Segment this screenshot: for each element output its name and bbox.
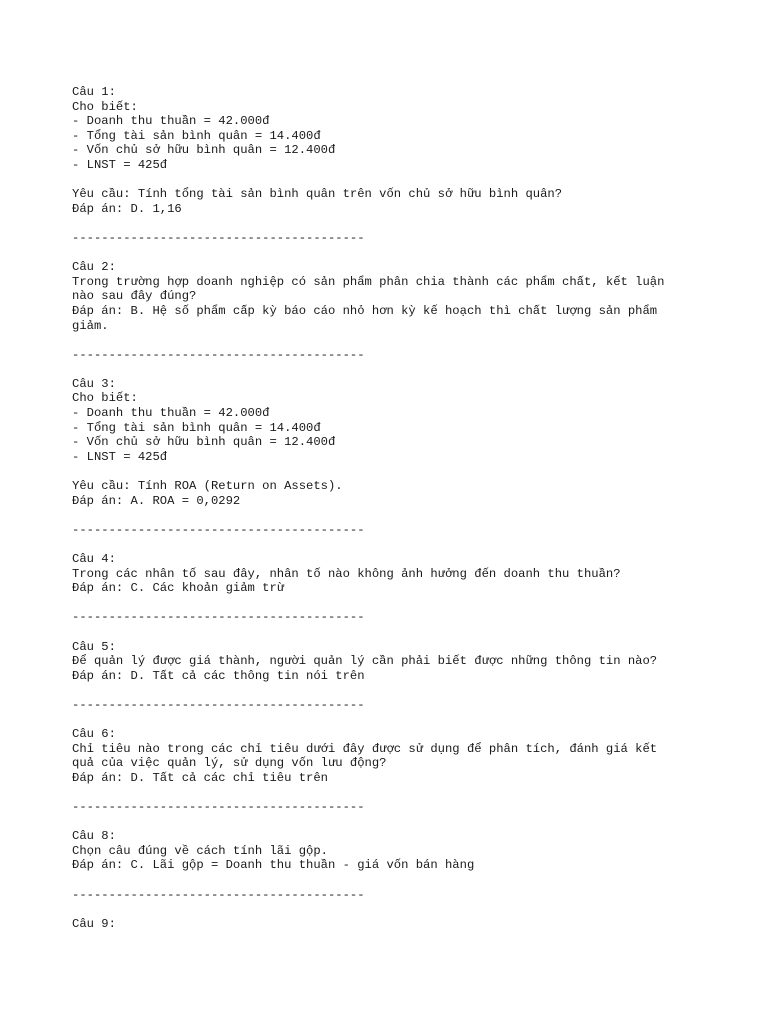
text-line: nào sau đây đúng?	[72, 289, 197, 304]
question-block	[72, 640, 712, 684]
text-line: Đáp án: A. ROA = 0,0292	[72, 493, 241, 508]
text-line: Yêu cầu: Tính ROA (Return on Assets).	[72, 479, 343, 494]
text-line: Để quản lý được giá thành, người quản lý cần phải biết được những thông tin nào?	[72, 654, 658, 669]
separator-line: ----------------------------------------	[72, 887, 365, 902]
text-line: - Doanh thu thuần = 42.000đ	[72, 114, 270, 129]
question-heading: Câu 6:	[72, 727, 116, 742]
text-line: Trong các nhân tố sau đây, nhân tố nào không ảnh hưởng đến doanh thu thuần?	[72, 566, 621, 581]
blank-line	[72, 464, 712, 479]
text-line: Yêu cầu: Tính tổng tài sản bình quân trên vốn chủ sở hữu bình quân?	[72, 187, 563, 202]
separator-line: ----------------------------------------	[72, 610, 365, 625]
text-line: Trong trường hợp doanh nghiệp có sản phẩm phân chia thành các phẩm chất, kết luận	[72, 274, 665, 289]
separator-line: ----------------------------------------	[72, 697, 365, 712]
question-heading: Câu 4:	[72, 552, 116, 566]
text-line: Đáp án: D. Tất cả các thông tin nói trên	[72, 668, 365, 683]
text-line: - Tổng tài sản bình quân = 14.400đ	[72, 420, 321, 435]
question-block	[72, 829, 712, 873]
blank-line	[72, 873, 712, 888]
question-heading: Câu 3:	[72, 376, 116, 391]
separator-line: ----------------------------------------	[72, 522, 365, 537]
separator-line: ----------------------------------------	[72, 347, 365, 362]
question-block	[72, 917, 712, 932]
text-line: - LNST = 425đ	[72, 449, 168, 464]
question-heading: Câu 8:	[72, 829, 116, 844]
question-block	[72, 552, 712, 596]
blank-line	[72, 625, 712, 640]
blank-line	[72, 786, 712, 801]
question-block	[72, 727, 712, 785]
blank-line	[72, 333, 712, 348]
question-heading: Câu 1:	[72, 85, 116, 99]
question-heading: Câu 9:	[72, 916, 116, 931]
text-line: Đáp án: C. Lãi gộp = Doanh thu thuần - giá vốn bán hàng	[72, 858, 475, 873]
blank-line	[72, 216, 712, 231]
text-line: - LNST = 425đ	[72, 157, 168, 172]
question-heading: Câu 5:	[72, 639, 116, 654]
blank-line	[72, 713, 712, 728]
text-line: quả của việc quản lý, sử dụng vốn lưu động?	[72, 756, 387, 771]
blank-line	[72, 508, 712, 523]
text-line: Đáp án: D. 1,16	[72, 201, 182, 216]
text-line: - Vốn chủ sở hữu bình quân = 12.400đ	[72, 435, 336, 450]
blank-line	[72, 815, 712, 830]
text-line: Đáp án: D. Tất cả các chỉ tiêu trên	[72, 770, 328, 785]
blank-line	[72, 902, 712, 917]
document-body	[72, 85, 712, 931]
separator-line: ----------------------------------------	[72, 230, 365, 245]
text-line: - Vốn chủ sở hữu bình quân = 12.400đ	[72, 143, 336, 158]
blank-line	[72, 596, 712, 611]
text-line: Cho biết:	[72, 99, 138, 114]
text-line: - Doanh thu thuần = 42.000đ	[72, 406, 270, 421]
question-block	[72, 377, 712, 508]
separator-line: ----------------------------------------	[72, 800, 365, 815]
blank-line	[72, 362, 712, 377]
question-heading: Câu 2:	[72, 260, 116, 275]
text-line: Đáp án: C. Các khoản giảm trừ	[72, 581, 285, 596]
text-line: - Tổng tài sản bình quân = 14.400đ	[72, 128, 321, 143]
text-line: Chọn câu đúng về cách tính lãi gộp.	[72, 843, 328, 858]
blank-line	[72, 246, 712, 261]
text-line: giảm.	[72, 318, 109, 333]
text-line: Đáp án: B. Hệ số phẩm cấp kỳ báo cáo nhỏ hơn kỳ kế hoạch thì chất lượng sản phẩm	[72, 303, 658, 318]
question-block	[72, 85, 712, 216]
question-block	[72, 260, 712, 333]
text-line: Chỉ tiêu nào trong các chỉ tiêu dưới đây được sử dụng để phân tích, đánh giá kết	[72, 741, 658, 756]
text-line: Cho biết:	[72, 391, 138, 406]
blank-line	[72, 683, 712, 698]
blank-line	[72, 173, 712, 188]
blank-line	[72, 537, 712, 552]
